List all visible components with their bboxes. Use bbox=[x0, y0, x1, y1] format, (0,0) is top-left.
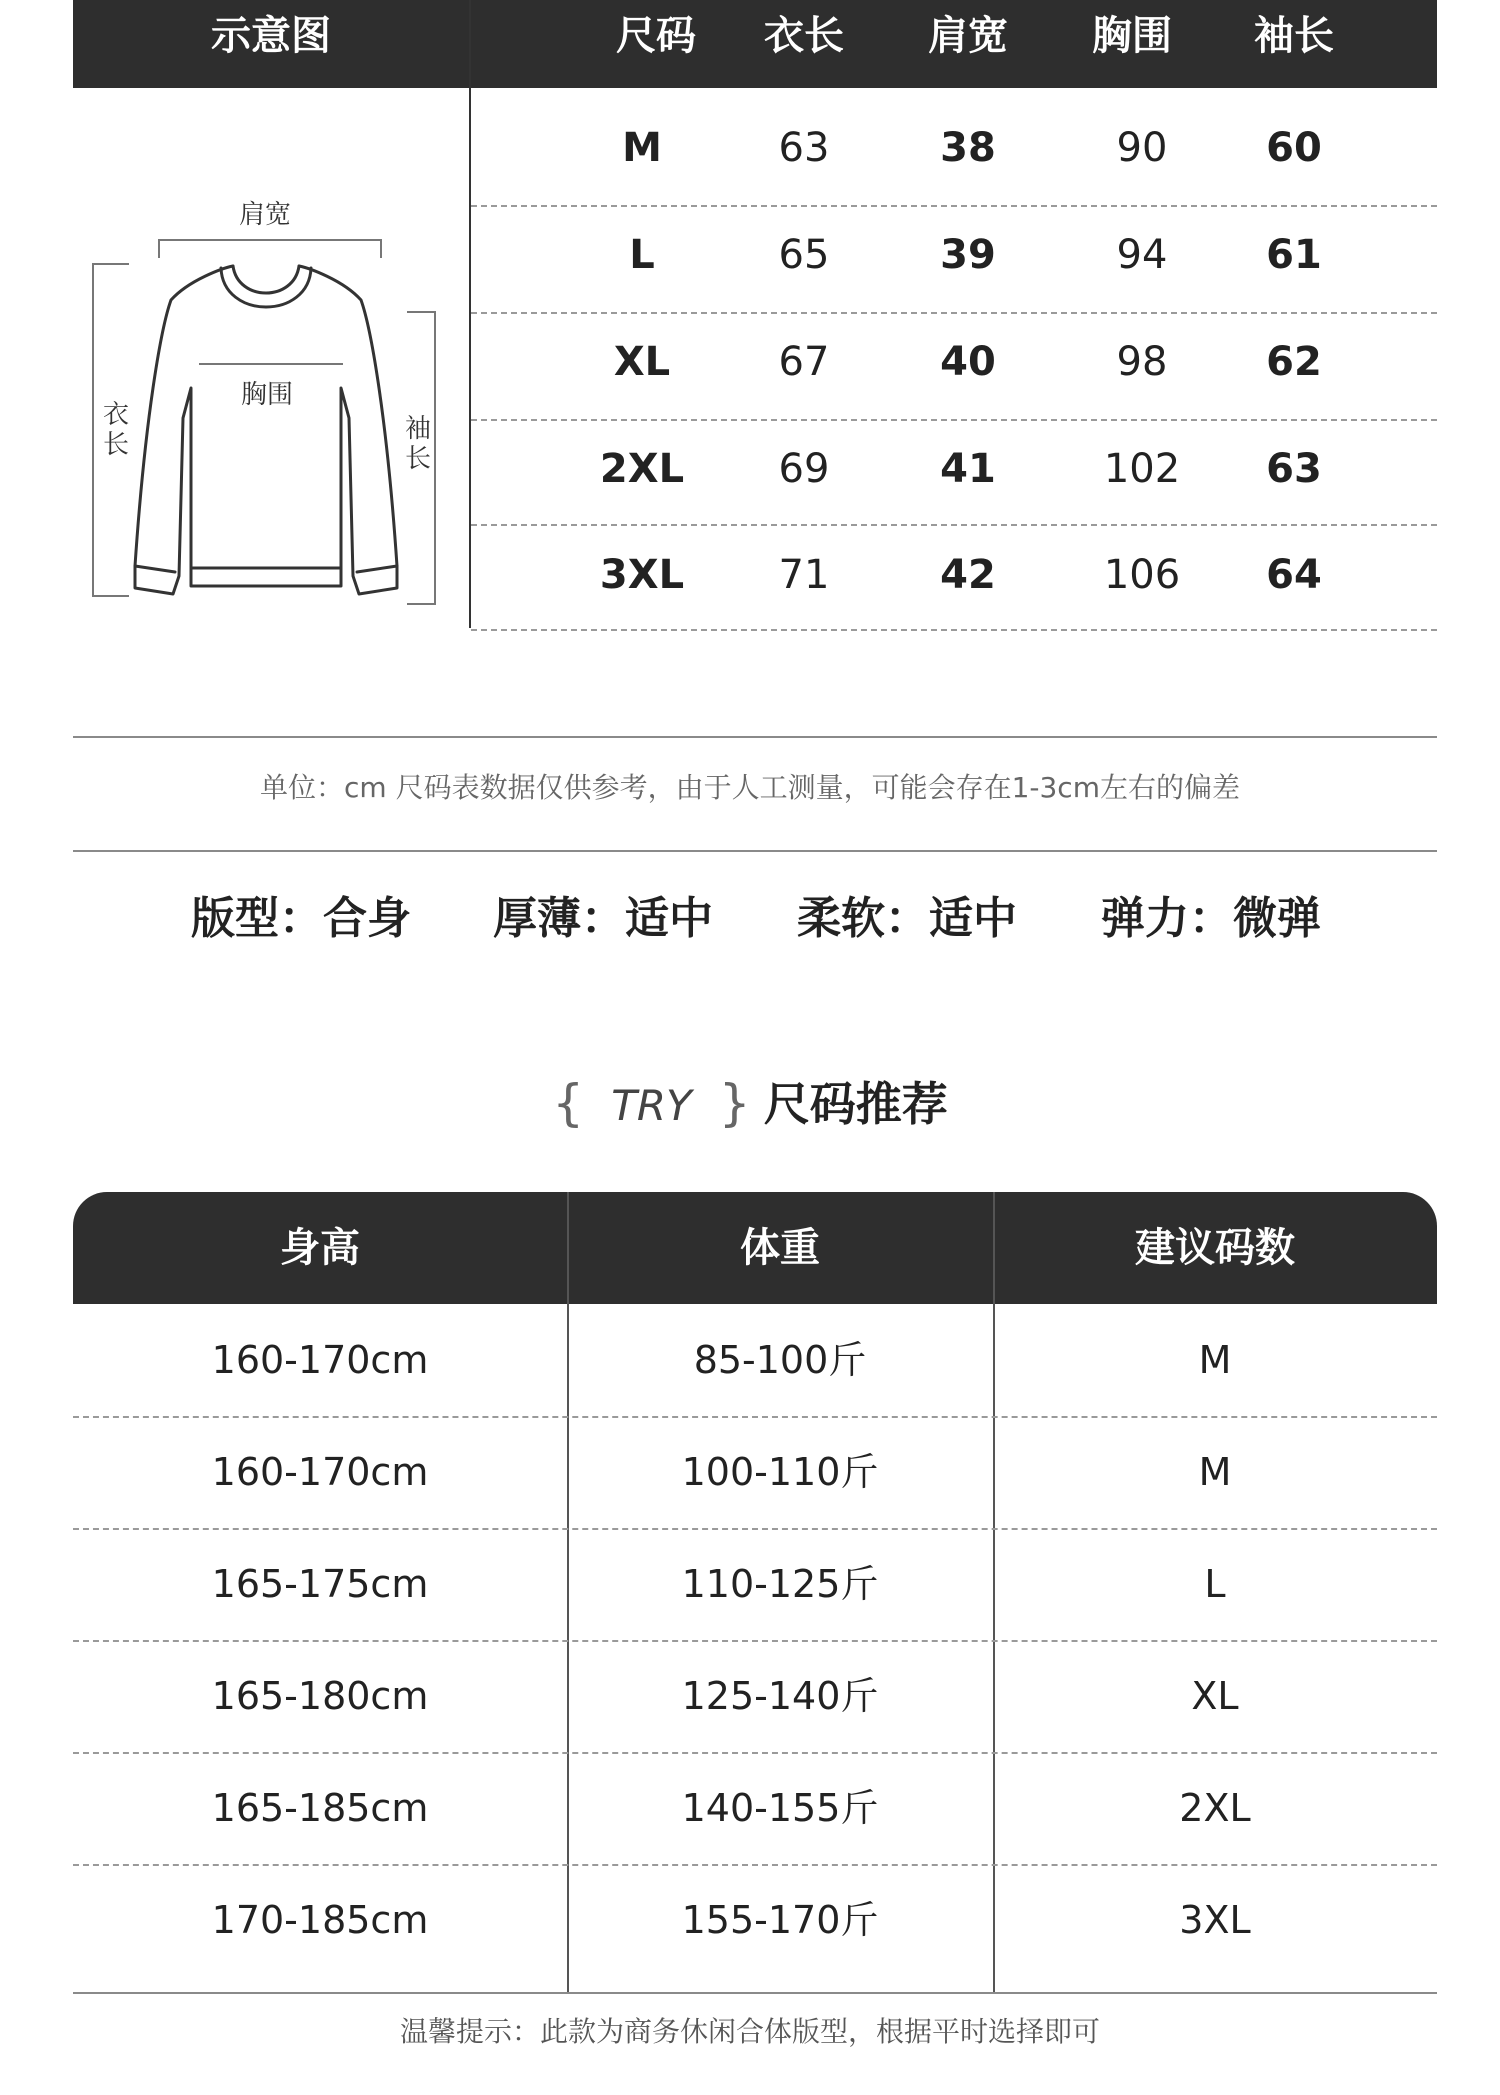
length-cell: 63 bbox=[778, 125, 830, 171]
size-chart-header bbox=[73, 0, 1437, 88]
height-cell: 170-185cm bbox=[211, 1898, 429, 1942]
height-cell: 165-185cm bbox=[211, 1786, 429, 1830]
size-cell: 3XL bbox=[599, 552, 685, 598]
table-row bbox=[73, 1864, 1437, 1976]
unit-note: 单位：cm 尺码表数据仅供参考，由于人工测量，可能会存在1-3cm左右的偏差 bbox=[260, 771, 1240, 804]
size-cell: 2XL bbox=[1179, 1786, 1251, 1830]
chest-cell: 94 bbox=[1116, 232, 1168, 278]
try-word: TRY bbox=[611, 1081, 692, 1130]
length-cell: 69 bbox=[778, 446, 830, 492]
length-cell: 65 bbox=[778, 232, 830, 278]
size-cell: M bbox=[622, 125, 662, 171]
size-cell: L bbox=[629, 232, 655, 278]
weight-cell: 85-100斤 bbox=[693, 1338, 867, 1382]
sleeve-label: 袖长 bbox=[404, 414, 431, 474]
size-row bbox=[471, 309, 1437, 415]
sleeve-cell: 61 bbox=[1266, 232, 1322, 278]
length-cell: 67 bbox=[778, 339, 830, 385]
attr-thickness: 厚薄：适中 bbox=[493, 893, 713, 944]
header-diagram: 示意图 bbox=[211, 13, 331, 59]
table-bottom-line bbox=[73, 1992, 1437, 1994]
weight-cell: 100-110斤 bbox=[681, 1450, 879, 1494]
sweatshirt-diagram bbox=[73, 88, 469, 628]
size-row bbox=[471, 95, 1437, 201]
chest-cell: 106 bbox=[1103, 552, 1181, 598]
table-row bbox=[73, 1752, 1437, 1864]
size-cell: M bbox=[1198, 1338, 1232, 1382]
length-cell: 71 bbox=[778, 552, 830, 598]
sleeve-cell: 64 bbox=[1266, 552, 1322, 598]
header-suggested-size: 建议码数 bbox=[1135, 1225, 1295, 1271]
size-row bbox=[471, 416, 1437, 522]
size-row bbox=[471, 202, 1437, 308]
section-title: 尺码推荐 bbox=[763, 1077, 948, 1131]
height-cell: 165-180cm bbox=[211, 1674, 429, 1718]
row-divider bbox=[471, 629, 1437, 631]
height-cell: 160-170cm bbox=[211, 1338, 429, 1382]
table-row bbox=[73, 1640, 1437, 1752]
header-length: 衣长 bbox=[764, 13, 844, 59]
shoulder-cell: 41 bbox=[940, 446, 996, 492]
sleeve-cell: 62 bbox=[1266, 339, 1322, 385]
size-row bbox=[471, 522, 1437, 628]
shoulder-cell: 39 bbox=[940, 232, 996, 278]
sleeve-cell: 63 bbox=[1266, 446, 1322, 492]
size-recommendation-title bbox=[0, 1068, 1500, 1134]
section-divider bbox=[73, 736, 1437, 738]
brace-left: { bbox=[552, 1074, 585, 1132]
recommendation-header bbox=[73, 1192, 1437, 1304]
weight-cell: 155-170斤 bbox=[681, 1898, 879, 1942]
attr-softness: 柔软：适中 bbox=[797, 893, 1017, 944]
table-row bbox=[73, 1528, 1437, 1640]
fabric-attributes bbox=[73, 882, 1437, 942]
shoulder-label: 肩宽 bbox=[239, 200, 292, 230]
shoulder-cell: 40 bbox=[940, 339, 996, 385]
header-weight: 体重 bbox=[740, 1225, 820, 1271]
brace-right: } bbox=[718, 1074, 751, 1132]
header-size: 尺码 bbox=[616, 13, 696, 59]
header-sleeve: 袖长 bbox=[1254, 13, 1334, 59]
size-cell: XL bbox=[613, 339, 671, 385]
chest-cell: 102 bbox=[1103, 446, 1181, 492]
size-cell: 3XL bbox=[1179, 1898, 1251, 1942]
attr-elasticity: 弹力：微弹 bbox=[1101, 893, 1321, 944]
size-cell: XL bbox=[1191, 1674, 1239, 1718]
height-cell: 160-170cm bbox=[211, 1450, 429, 1494]
chest-cell: 90 bbox=[1116, 125, 1168, 171]
attr-fit: 版型：合身 bbox=[191, 893, 411, 944]
size-cell: 2XL bbox=[599, 446, 685, 492]
weight-cell: 140-155斤 bbox=[681, 1786, 879, 1830]
shoulder-cell: 42 bbox=[940, 552, 996, 598]
header-chest: 胸围 bbox=[1092, 13, 1172, 59]
header-shoulder: 肩宽 bbox=[928, 13, 1008, 59]
sleeve-cell: 60 bbox=[1266, 125, 1322, 171]
chest-cell: 98 bbox=[1116, 339, 1168, 385]
length-label: 衣长 bbox=[102, 400, 129, 460]
table-row bbox=[73, 1304, 1437, 1416]
sweatshirt-outline-icon bbox=[73, 88, 469, 628]
height-cell: 165-175cm bbox=[211, 1562, 429, 1606]
table-row bbox=[73, 1416, 1437, 1528]
recommendation-table bbox=[73, 1192, 1437, 1994]
weight-cell: 110-125斤 bbox=[681, 1562, 879, 1606]
header-height: 身高 bbox=[280, 1225, 360, 1271]
chest-label: 胸围 bbox=[241, 380, 294, 410]
shoulder-cell: 38 bbox=[940, 125, 996, 171]
weight-cell: 125-140斤 bbox=[681, 1674, 879, 1718]
size-cell: M bbox=[1198, 1450, 1232, 1494]
tip-note: 温馨提示：此款为商务休闲合体版型，根据平时选择即可 bbox=[399, 2015, 1100, 2048]
size-cell: L bbox=[1204, 1562, 1226, 1606]
section-divider bbox=[73, 850, 1437, 852]
